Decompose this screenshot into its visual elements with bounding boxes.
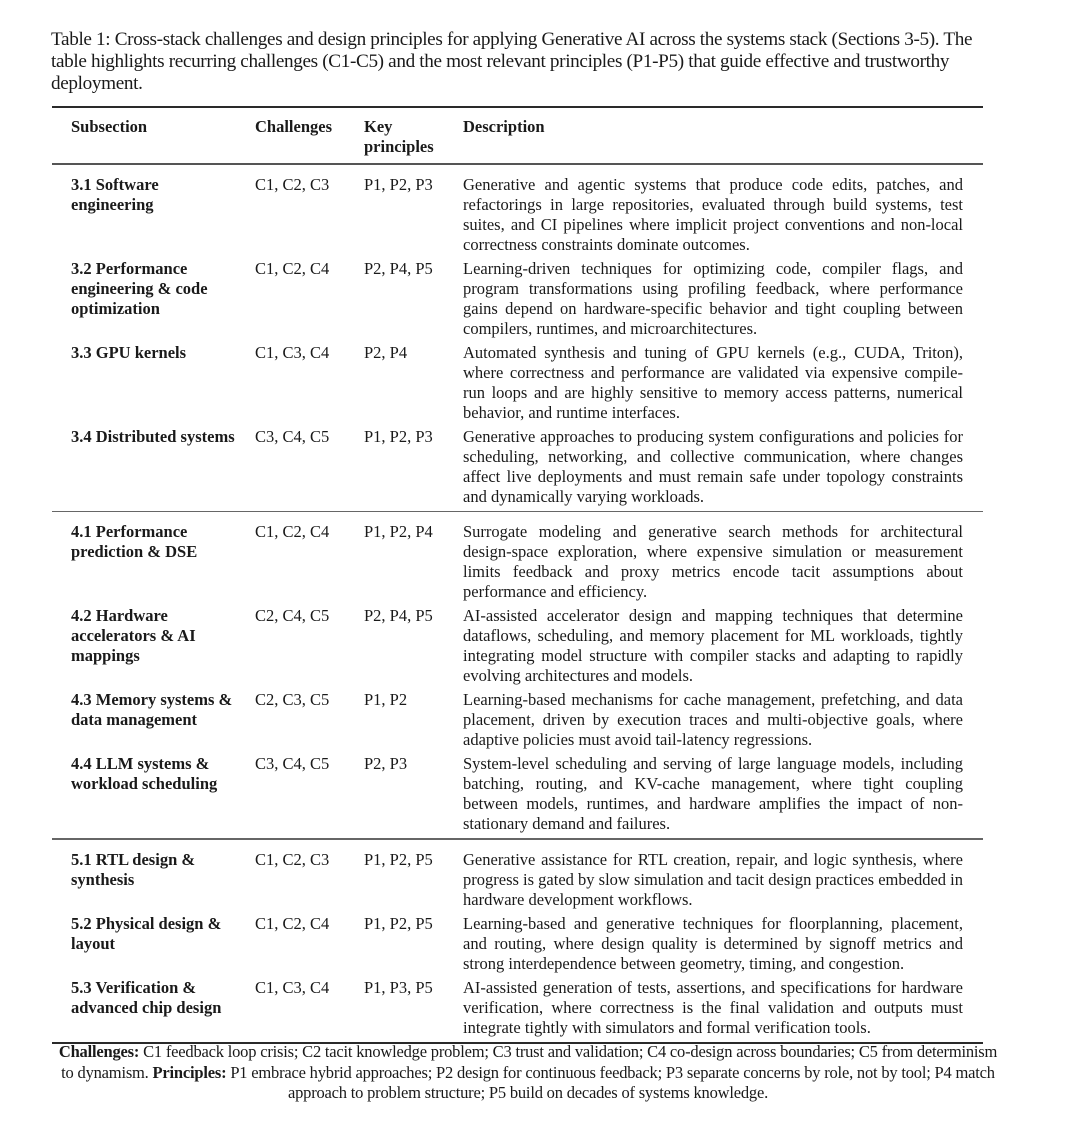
table-row	[52, 974, 983, 1038]
header-description: Description	[463, 117, 545, 136]
description-cell: Surrogate modeling and generative search methods for architectural design-space exploration, where expensive simulation or measurement limits feedback and proxy metrics encode tacit assumptions about performance and efficiency.	[463, 522, 963, 601]
table-row	[52, 910, 983, 974]
principles-cell: P1, P2, P5	[364, 913, 433, 933]
table-body	[52, 165, 983, 1042]
challenges-cell: C1, C3, C4	[255, 977, 330, 997]
header-subsection: Subsection	[71, 117, 148, 136]
challenges-legend: C1 feedback loop crisis; C2 tacit knowledge problem; C3 trust and validation; C4 co-design across boundaries; C5 from determinism to dynamism.	[61, 1042, 998, 1082]
description-cell: Generative assistance for RTL creation, repair, and logic synthesis, where progress is gated by slow simulation and tacit design practices embedded in hardware development workflows.	[463, 849, 963, 909]
table-header-row	[52, 108, 983, 163]
description-cell: Learning-based and generative techniques for floorplanning, placement, and routing, where design quality is determined by signoff metrics and strong interdependence between geometry, timing, and congestion.	[463, 913, 963, 973]
subsection-cell: 3.3 GPU kernels	[71, 342, 187, 362]
challenges-cell: C1, C2, C3	[255, 174, 330, 194]
subsection-cell: 4.4 LLM systems & workload scheduling	[71, 754, 218, 793]
principles-cell: P1, P2, P3	[364, 174, 433, 194]
subsection-cell: 3.1 Software engineering	[71, 174, 159, 214]
table-row	[52, 423, 983, 507]
table-row	[52, 171, 983, 255]
subsection-cell: 5.1 RTL design & synthesis	[71, 849, 196, 889]
challenges-cell: C3, C4, C5	[255, 754, 330, 773]
challenges-cell: C1, C3, C4	[255, 342, 330, 362]
header-key-principles: Key principles	[364, 117, 434, 156]
principles-cell: P1, P3, P5	[364, 977, 433, 997]
principles-cell: P2, P4	[364, 342, 408, 362]
challenges-cell: C1, C2, C3	[255, 849, 330, 869]
table-group	[52, 512, 983, 838]
description-cell: Learning-based mechanisms for cache management, prefetching, and data placement, driven by execution traces and multi-objective goals, where adaptive policies must avoid tail-latency regressions.	[463, 690, 963, 749]
challenges-cell: C2, C4, C5	[255, 606, 330, 625]
challenges-label: Challenges:	[58, 1042, 140, 1061]
table-row	[52, 846, 983, 910]
principles-cell: P1, P2	[364, 690, 408, 709]
header-challenges: Challenges	[255, 117, 333, 136]
challenges-cell: C1, C2, C4	[255, 522, 330, 541]
table-notes	[56, 1042, 1000, 1104]
description-cell: Learning-driven techniques for optimizing code, compiler flags, and program transformations using profiling feedback, where performance gains depend on hardware-specific behavior and tight coupling between compilers, runtimes, and microarchitectures.	[463, 258, 963, 338]
subsection-cell: 5.2 Physical design & layout	[71, 913, 222, 953]
description-cell: AI-assisted generation of tests, assertions, and specifications for hardware verification, where correctness is the final validation and outputs must integrate tightly with simulators and formal verification tools.	[463, 977, 963, 1037]
description-cell: Generative and agentic systems that produce code edits, patches, and refactorings in large repositories, evaluated through build systems, test suites, and CI pipelines where implicit project conventions and non-local correctness constraints dominate outcomes.	[463, 174, 963, 254]
principles-label: Principles:	[152, 1062, 227, 1082]
principles-cell: P2, P4, P5	[364, 606, 433, 625]
challenges-cell: C2, C3, C5	[255, 690, 330, 709]
challenges-principles-table	[52, 106, 983, 1044]
subsection-cell: 4.3 Memory systems & data management	[71, 690, 233, 729]
table-group	[52, 165, 983, 511]
table-caption: Table 1: Cross-stack challenges and design principles for applying Generative AI across the systems stack (Sections 3-5). The table highlights recurring challenges (C1-C5) and the most relevant principles (P1-P5) that guide effective and trustworthy deployment.	[51, 29, 973, 94]
description-cell: AI-assisted accelerator design and mapping techniques that determine dataflows, scheduling, and memory placement for ML workloads, tightly integrating model structure with compiler stacks and adapting to rapidly evolving architectures and models.	[463, 606, 963, 685]
principles-cell: P1, P2, P3	[364, 426, 433, 446]
challenges-cell: C1, C2, C4	[255, 258, 330, 278]
description-cell: Automated synthesis and tuning of GPU kernels (e.g., CUDA, Triton), where correctness and performance are validated via expensive compile-run loops and are highly sensitive to memory access patterns, numerical behavior, and runtime interfaces.	[463, 342, 963, 422]
subsection-cell: 5.3 Verification & advanced chip design	[71, 977, 222, 1017]
table-group	[52, 840, 983, 1042]
subsection-cell: 3.4 Distributed systems	[71, 426, 235, 446]
table-row	[52, 518, 983, 602]
subsection-cell: 4.1 Performance prediction & DSE	[71, 522, 198, 561]
table-row	[52, 750, 983, 834]
challenges-cell: C3, C4, C5	[255, 426, 330, 446]
principles-cell: P2, P4, P5	[364, 258, 433, 278]
principles-legend: P1 embrace hybrid approaches; P2 design for continuous feedback; P3 separate concerns by role, not by tool; P4 match approach to problem structure; P5 build on decades of systems knowledge.	[226, 1062, 995, 1102]
table-row	[52, 255, 983, 339]
principles-cell: P2, P3	[364, 754, 408, 773]
description-cell: Generative approaches to producing system configurations and policies for scheduling, networking, and collective communication, where changes affect live deployments and must remain safe under topology constraints and dynamically varying workloads.	[463, 426, 963, 506]
principles-cell: P1, P2, P5	[364, 849, 433, 869]
subsection-cell: 4.2 Hardware accelerators & AI mappings	[71, 606, 196, 665]
principles-cell: P1, P2, P4	[364, 522, 433, 541]
table-row	[52, 602, 983, 686]
subsection-cell: 3.2 Performance engineering & code optimization	[71, 258, 208, 318]
table-row	[52, 339, 983, 423]
challenges-cell: C1, C2, C4	[255, 913, 330, 933]
table-row	[52, 686, 983, 750]
description-cell: System-level scheduling and serving of large language models, including batching, routing, and KV-cache management, where tight coupling between models, runtimes, and hardware amplifies the impact of non-stationary demand and failures.	[463, 754, 963, 833]
